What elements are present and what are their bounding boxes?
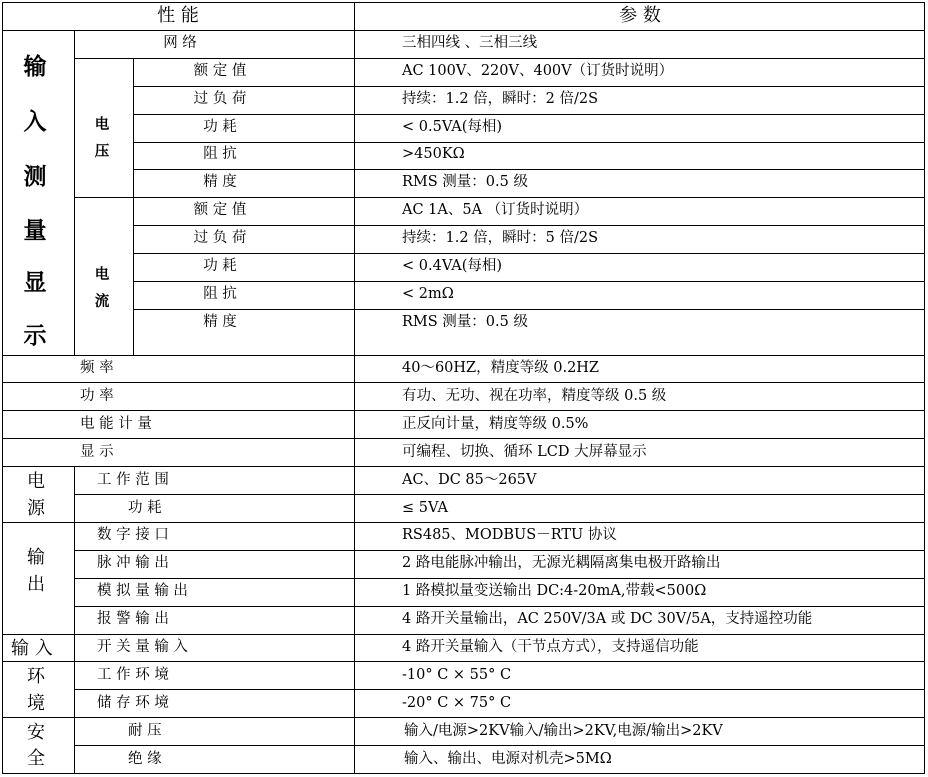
output-param-value: 1 路模拟量变送输出 DC:4-20mA,带载<500Ω [402,583,707,599]
left-group-divider [74,466,75,773]
current-param-value: AC 1A、5A （订货时说明） [402,202,589,218]
header-parameters: 参 数 [619,5,661,26]
safety-group-char: 全 [27,748,45,769]
voltage-param-label: 精 度 [203,174,237,190]
general-row-line [2,410,925,411]
voltage-row-line [133,86,925,87]
safety-param-label: 耐 压 [128,723,162,739]
input-group-label: 输 入 [11,638,53,659]
safety-row-line [74,745,925,746]
power-row-line [74,494,925,495]
header-bottom-line [2,30,925,31]
header-performance: 性 能 [157,5,199,26]
output-group-char: 输 [27,547,45,568]
general-param-label: 频 率 [80,360,114,376]
output-group-char: 出 [27,574,45,595]
output-row-line [74,578,925,579]
voltage-row-line [74,197,925,198]
safety-group-char: 安 [27,722,45,743]
voltage-param-label: 阻 抗 [203,146,237,162]
current-param-value: 持续：1.2 倍，瞬时：5 倍/2S [402,230,599,246]
output-row-line [74,606,925,607]
table-border-right [924,2,925,774]
general-param-label: 功 率 [80,388,114,404]
environment-param-value: -10° C × 55° C [402,667,512,683]
output-param-label: 数 字 接 口 [97,527,169,543]
input-param-label: 开 关 量 输 入 [97,639,188,655]
environment-group-char: 境 [27,693,45,714]
input-bottom-line [2,661,925,662]
environment-row-line [74,689,925,690]
voltage-row-line [133,169,925,170]
table-border-left [2,2,3,774]
current-param-label: 阻 抗 [203,286,237,302]
input-display-group-char: 显 [23,269,47,296]
network-value: 三相四线 、三相三线 [402,35,538,51]
general-row-line [2,382,925,383]
input-display-group-char: 示 [23,322,47,349]
output-param-value: RS485、MODBUS－RTU 协议 [402,527,617,543]
voltage-row-line [133,142,925,143]
input-display-group-char: 测 [23,163,47,190]
table-border-bottom [2,773,925,774]
subgroup-divider [133,58,134,356]
voltage-param-value: RMS 测量：0.5 级 [402,174,528,190]
input-param-value: 4 路开关量输入（干节点方式），支持遥信功能 [402,639,699,655]
output-bottom-line [2,634,925,635]
current-param-value: RMS 测量：0.5 级 [402,314,528,330]
current-row-line [133,309,925,310]
voltage-param-value: < 0.5VA(每相) [402,119,503,135]
power-param-value: AC、DC 85～265V [402,472,537,488]
current-param-value: < 0.4VA(每相) [402,258,503,274]
environment-param-label: 储 存 环 境 [97,695,169,711]
voltage-param-label: 功 耗 [203,119,237,135]
general-param-value: 40～60HZ，精度等级 0.2HZ [402,360,600,376]
output-param-label: 报 警 输 出 [97,611,169,627]
power-bottom-line [2,522,925,523]
general-param-label: 显 示 [80,444,114,460]
power-group-char: 源 [27,498,45,519]
voltage-group-char: 压 [94,143,110,160]
table-border-top [2,2,925,3]
current-row-line [133,281,925,282]
current-row-line [133,225,925,226]
general-param-value: 可编程、切换、循环 LCD 大屏幕显示 [402,444,647,460]
power-param-label: 功 耗 [128,500,162,516]
safety-param-value: 输入、输出、电源对机壳>5MΩ [404,751,612,767]
current-param-label: 功 耗 [203,258,237,274]
input-group-divider [74,30,75,356]
current-param-label: 过 负 荷 [193,230,247,246]
general-param-label: 电 能 计 量 [80,416,152,432]
current-param-value: < 2mΩ [402,286,454,302]
voltage-param-value: 持续：1.2 倍，瞬时：2 倍/2S [402,91,599,107]
safety-param-label: 绝 缘 [128,751,162,767]
environment-param-value: -20° C × 75° C [402,695,512,711]
input-display-group-char: 输 [23,53,47,80]
output-param-value: 4 路开关量输出，AC 250V/3A 或 DC 30V/5A，支持遥控功能 [402,611,813,627]
voltage-param-label: 过 负 荷 [193,91,247,107]
general-param-value: 有功、无功、视在功率，精度等级 0.5 级 [402,388,667,404]
voltage-param-label: 额 定 值 [193,63,247,79]
power-param-value: ≤ 5VA [402,500,448,516]
current-group-char: 流 [94,293,110,310]
output-param-label: 模 拟 量 输 出 [97,583,188,599]
voltage-param-value: >450KΩ [402,146,465,162]
environment-param-label: 工 作 环 境 [97,667,169,683]
output-param-value: 2 路电能脉冲输出，无源光耦隔离集电极开路输出 [402,555,721,571]
output-row-line [74,550,925,551]
current-group-char: 电 [94,266,110,283]
environment-bottom-line [2,717,925,718]
voltage-group-char: 电 [94,116,110,133]
input-display-bottom-line [2,355,925,356]
network-label: 网 络 [163,35,197,51]
output-param-label: 脉 冲 输 出 [97,555,169,571]
general-row-line [2,466,925,467]
safety-param-value: 输入/电源>2KV输入/输出>2KV,电源/输出>2KV [404,723,723,739]
column-divider [354,2,355,774]
current-row-line [133,253,925,254]
power-group-char: 电 [27,471,45,492]
general-param-value: 正反向计量，精度等级 0.5% [402,416,589,432]
general-row-line [2,438,925,439]
current-param-label: 额 定 值 [193,202,247,218]
current-param-label: 精 度 [203,314,237,330]
power-param-label: 工 作 范 围 [97,472,169,488]
voltage-row-line [133,114,925,115]
input-display-group-char: 量 [23,217,47,244]
input-display-group-char: 入 [23,108,47,135]
environment-group-char: 环 [27,666,45,687]
network-row-line [74,58,925,59]
voltage-param-value: AC 100V、220V、400V（订货时说明） [402,63,674,79]
